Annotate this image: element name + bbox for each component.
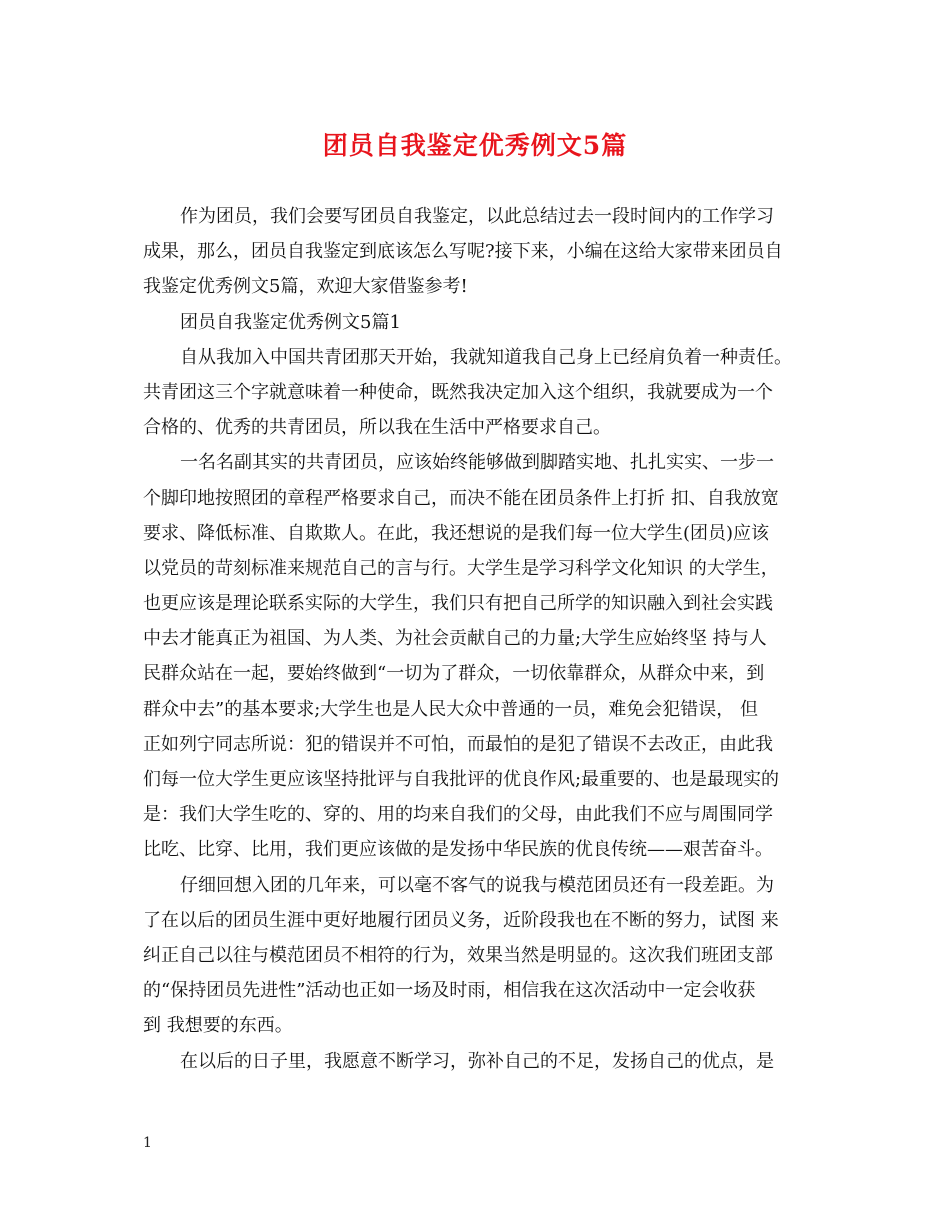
text-line: 们每一位大学生更应该坚持批评与自我批评的优良作风;最重要的、也是最现实的 [143, 769, 780, 790]
text-line: 民群众站在一起，要始终做到“一切为了群众，一切依靠群众，从群众中来，到 [143, 663, 765, 685]
text-line: 要求、降低标准、自欺欺人。在此，我还想说的是我们每一位大学生(团员)应该 [143, 522, 770, 544]
page-number: 1 [143, 1135, 152, 1151]
text-line: 作为团员，我们会要写团员自我鉴定，以此总结过去一段时间内的工作学习 [180, 206, 774, 227]
text-line: 中去才能真正为祖国、为人类、为社会贡献自己的力量;大学生应始终坚 持与人 [143, 628, 767, 650]
text-line: 正如列宁同志所说：犯的错误并不可怕，而最怕的是犯了错误不去改正，由此我 [143, 733, 773, 755]
text-line: 在以后的日子里，我愿意不断学习，弥补自己的不足，发扬自己的优点，是 [180, 1050, 774, 1072]
text-line: 了在以后的团员生涯中更好地履行团员义务，近阶段我也在不断的努力，试图 来 [143, 909, 779, 931]
text-line: 的“保持团员先进性”活动也正如一场及时雨，相信我在这次活动中一定会收获 [143, 980, 756, 1002]
text-line: 共青团这三个字就意味着一种使命，既然我决定加入这个组织，我就要成为一个 [143, 381, 773, 403]
text-line: 以党员的苛刻标准来规范自己的言与行。大学生是学习科学文化知识 的大学生， [143, 557, 779, 579]
body-text [143, 199, 815, 1079]
text-line: 比吃、比穿、比用，我们更应该做的是发扬中华民族的优良传统——艰苦奋斗。 [143, 839, 773, 861]
text-line: 是：我们大学生吃的、穿的、用的均来自我们的父母，由此我们不应与周围同学 [143, 804, 773, 826]
text-line: 个脚印地按照团的章程严格要求自己，而决不能在团员条件上打折 扣、自我放宽 [143, 487, 779, 509]
text-line: 团员自我鉴定优秀例文5篇1 [180, 311, 401, 333]
page-title: 团员自我鉴定优秀例文5篇 [322, 131, 628, 160]
text-line: 群众中去”的基本要求;大学生也是人民大众中普通的一员，难免会犯错误， 但 [143, 698, 758, 720]
text-line: 成果，那么，团员自我鉴定到底该怎么写呢?接下来，小编在这给大家带来团员自 [143, 241, 783, 263]
text-line: 也更应该是理论联系实际的大学生，我们只有把自己所学的知识融入到社会实践 [143, 593, 773, 615]
text-line: 仔细回想入团的几年来，可以毫不客气的说我与模范团员还有一段差距。为 [180, 874, 774, 896]
text-line: 我鉴定优秀例文5篇，欢迎大家借鉴参考! [143, 276, 468, 298]
text-line: 到 我想要的东西。 [143, 1015, 293, 1037]
text-line: 纠正自己以往与模范团员不相符的行为，效果当然是明显的。这次我们班团支部 [143, 944, 773, 966]
text-line: 一名名副其实的共青团员，应该始终能够做到脚踏实地、扎扎实实、一步一 [180, 452, 774, 474]
text-line: 自从我加入中国共青团那天开始，我就知道我自己身上已经肩负着一种责任。 [180, 346, 792, 368]
text-line: 合格的、优秀的共青团员，所以我在生活中严格要求自己。 [143, 417, 611, 439]
